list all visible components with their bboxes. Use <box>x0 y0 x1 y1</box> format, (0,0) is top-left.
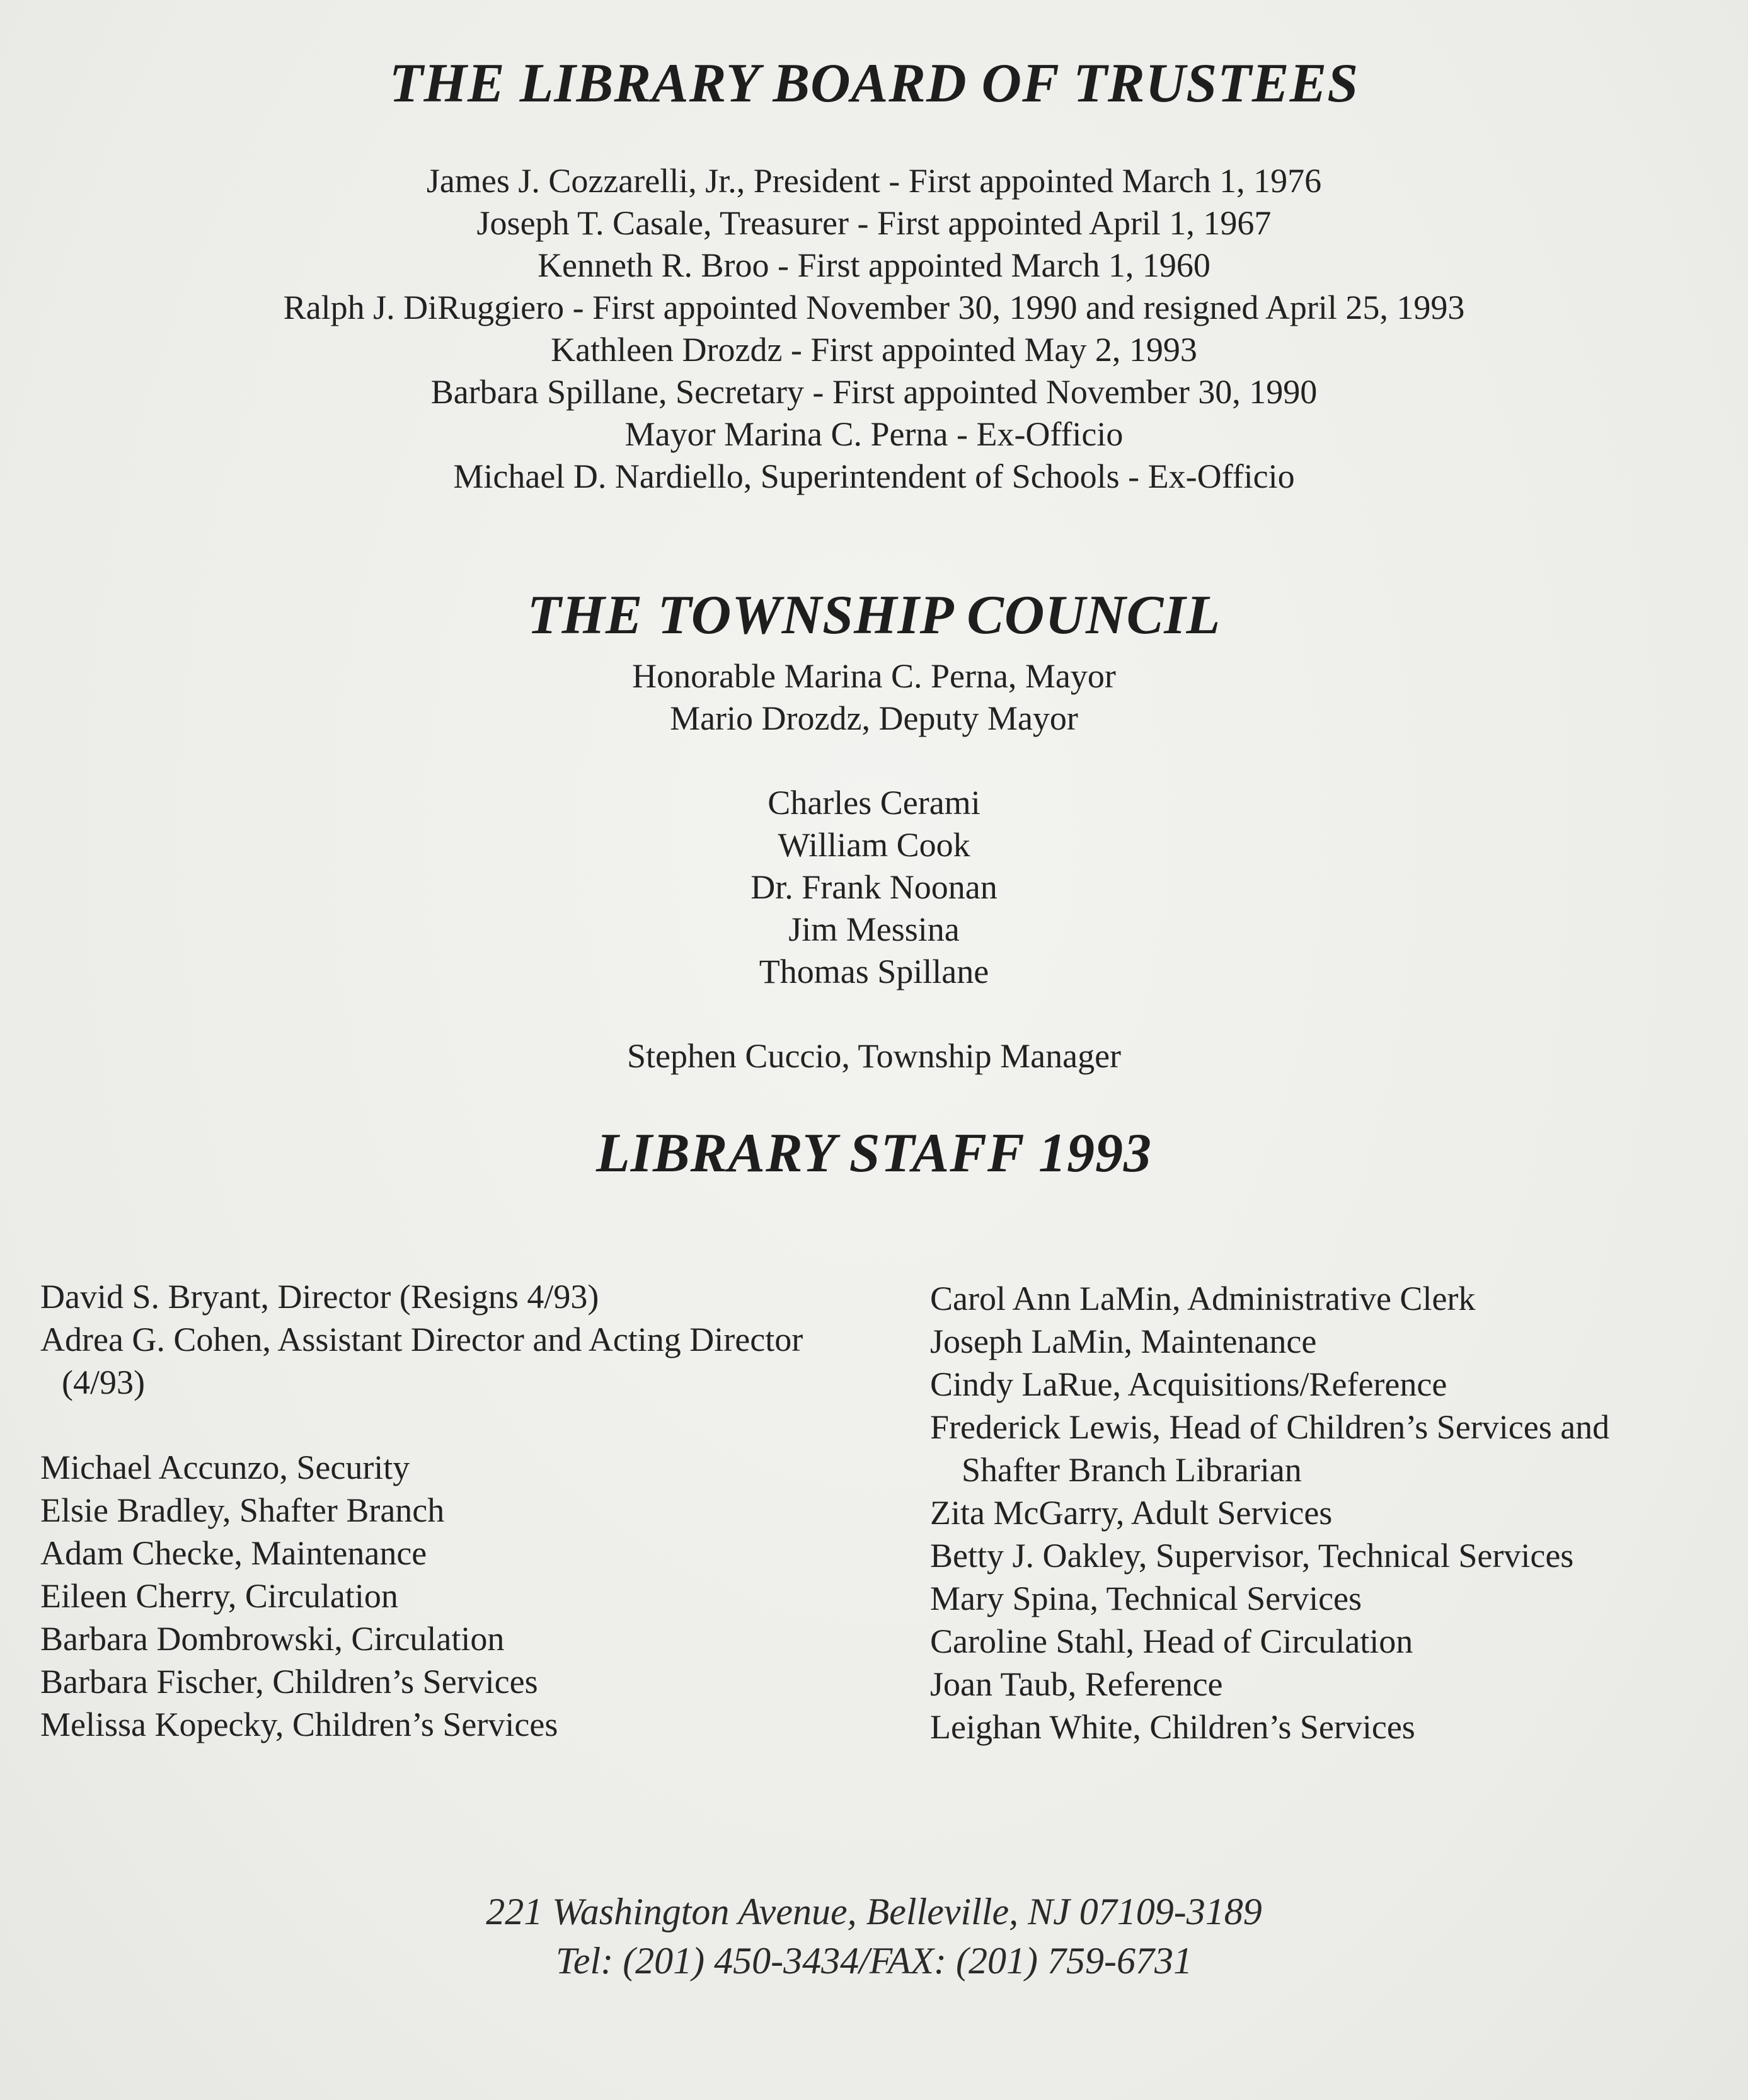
library-address: 221 Washington Avenue, Belleville, NJ 07109-3189 <box>486 1891 1262 1932</box>
staff-entry: Leighan White, Children’s Services <box>930 1708 1415 1746</box>
trustees-list <box>0 160 1748 498</box>
staff-left-column <box>40 1275 803 1746</box>
staff-entry: Elsie Bradley, Shafter Branch <box>40 1491 445 1529</box>
staff-heading: LIBRARY STAFF 1993 <box>595 1123 1152 1184</box>
staff-entry: Barbara Dombrowski, Circulation <box>40 1620 505 1658</box>
staff-entry: Melissa Kopecky, Children’s Services <box>40 1706 558 1743</box>
trustee-entry: Kathleen Drozdz - First appointed May 2, 1993 <box>551 331 1197 369</box>
staff-entry-continuation: Shafter Branch Librarian <box>962 1451 1302 1489</box>
staff-entry: Mary Spina, Technical Services <box>930 1580 1362 1617</box>
staff-entry: Joan Taub, Reference <box>930 1665 1223 1703</box>
council-member: Charles Cerami <box>768 784 980 822</box>
trustee-entry: James J. Cozzarelli, Jr., President - First appointed March 1, 1976 <box>426 162 1322 200</box>
staff-right-column <box>930 1277 1609 1748</box>
council-list <box>0 655 1748 1077</box>
staff-entry: Betty J. Oakley, Supervisor, Technical Services <box>930 1537 1574 1575</box>
council-member: Thomas Spillane <box>759 953 989 990</box>
staff-entry: Cindy LaRue, Acquisitions/Reference <box>930 1365 1447 1403</box>
township-manager: Stephen Cuccio, Township Manager <box>626 1037 1122 1075</box>
trustee-entry: Kenneth R. Broo - First appointed March 1, 1960 <box>538 246 1210 284</box>
staff-entry: Joseph LaMin, Maintenance <box>930 1323 1317 1360</box>
staff-entry: Adam Checke, Maintenance <box>40 1534 427 1572</box>
staff-entry: Zita McGarry, Adult Services <box>930 1494 1333 1532</box>
contact-footer <box>0 1887 1748 1985</box>
trustee-entry: Michael D. Nardiello, Superintendent of Schools - Ex-Officio <box>453 457 1295 495</box>
council-member: Dr. Frank Noonan <box>750 868 998 906</box>
trustees-heading: THE LIBRARY BOARD OF TRUSTEES <box>389 53 1359 114</box>
council-member: Jim Messina <box>788 910 960 948</box>
trustee-entry: Mayor Marina C. Perna - Ex-Officio <box>624 415 1124 453</box>
staff-entry: Frederick Lewis, Head of Children’s Services and <box>930 1408 1610 1446</box>
staff-entry: Michael Accunzo, Security <box>40 1449 410 1486</box>
council-heading: THE TOWNSHIP COUNCIL <box>527 585 1221 646</box>
trustee-entry: Joseph T. Casale, Treasurer - First appointed April 1, 1967 <box>476 204 1272 242</box>
trustee-entry: Ralph J. DiRuggiero - First appointed November 30, 1990 and resigned April 25, 1993 <box>283 289 1465 326</box>
council-leader: Mario Drozdz, Deputy Mayor <box>670 699 1078 737</box>
staff-entry: David S. Bryant, Director (Resigns 4/93) <box>40 1278 599 1316</box>
staff-entry-continuation: (4/93) <box>62 1363 145 1401</box>
council-member: William Cook <box>778 826 970 864</box>
staff-entry: Barbara Fischer, Children’s Services <box>40 1663 538 1701</box>
staff-entry: Adrea G. Cohen, Assistant Director and Acting Director <box>40 1321 803 1358</box>
council-leader: Honorable Marina C. Perna, Mayor <box>632 657 1116 695</box>
trustee-entry: Barbara Spillane, Secretary - First appointed November 30, 1990 <box>430 373 1318 411</box>
staff-entry: Carol Ann LaMin, Administrative Clerk <box>930 1280 1476 1317</box>
library-phone-fax: Tel: (201) 450-3434/FAX: (201) 759-6731 <box>556 1940 1192 1982</box>
staff-entry: Caroline Stahl, Head of Circulation <box>930 1622 1413 1660</box>
staff-entry: Eileen Cherry, Circulation <box>40 1577 398 1615</box>
